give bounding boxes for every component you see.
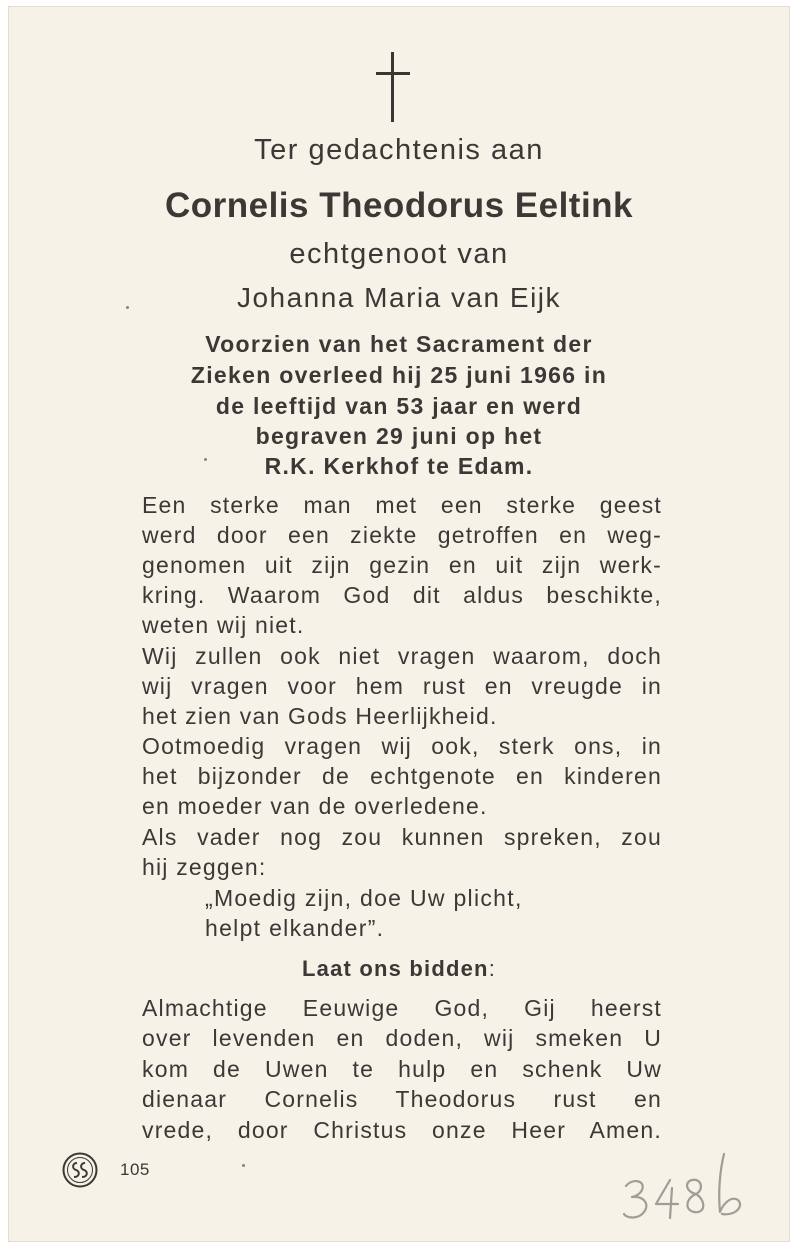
reflection-line: het zien van Gods Heerlijkheid. [142, 703, 498, 729]
reflection-line: weten wij niet. [142, 612, 305, 638]
death-notice-line: begraven 29 juni op het [255, 423, 543, 449]
spouse-of-text: echtgenoot van [289, 238, 509, 270]
reflection-line: Een sterke man met een sterke geest [142, 492, 662, 518]
prayer-line: kom de Uwen te hulp en schenk Uw [142, 1056, 662, 1082]
reflection-line: kring. Waarom God dit aldus beschikte, [142, 582, 662, 608]
print-number: 105 [120, 1160, 150, 1179]
reflection-line: Wij zullen ook niet vragen waarom, doch [142, 643, 662, 669]
paper-speck [126, 306, 129, 309]
prayer-heading [0, 956, 798, 982]
death-notice-line: Zieken overleed hij 25 juni 1966 in [190, 362, 608, 388]
death-notice-line: de leeftijd van 53 jaar en werd [215, 393, 583, 419]
reflection-line: genomen uit zijn gezin en uit zijn werk- [142, 552, 662, 578]
reflection-line: wij vragen voor hem rust en vreugde in [142, 673, 662, 699]
prayer-line: dienaar Cornelis Theodorus rust en [142, 1086, 662, 1112]
death-notice-line: Voorzien van het Sacrament der [205, 331, 593, 357]
reflection-line: en moeder van de overledene. [142, 793, 488, 819]
prayer-heading-colon: : [488, 956, 496, 981]
quote-line: helpt elkander”. [205, 915, 385, 941]
prayer-line: Almachtige Eeuwige God, Gij heerst [142, 995, 662, 1021]
reflection-line: Als vader nog zou kunnen spreken, zou [142, 824, 662, 850]
printer-logo-icon [62, 1152, 98, 1188]
prayer-heading-label: Laat ons bidden [302, 956, 489, 981]
spouse-name: Johanna Maria van Eijk [236, 282, 562, 313]
quote-line: „Moedig zijn, doe Uw plicht, [205, 885, 523, 911]
paper-speck [242, 1164, 245, 1167]
cross-icon [376, 52, 410, 124]
intro-text: Ter gedachtenis aan [254, 134, 544, 166]
paper-speck [204, 458, 207, 461]
prayer-line: vrede, door Christus onze Heer Amen. [142, 1117, 662, 1143]
reflection-line: hij zeggen: [142, 854, 267, 880]
reflection-line: Ootmoedig vragen wij ook, sterk ons, in [142, 733, 662, 759]
reflection-line: werd door een ziekte getroffen en weg- [142, 522, 662, 548]
reflection-line: het bijzonder de echtgenote en kinderen [142, 763, 662, 789]
death-notice-line: R.K. Kerkhof te Edam. [264, 453, 534, 479]
prayer-line: over levenden en doden, wij smeken U [142, 1025, 662, 1051]
deceased-name: Cornelis Theodorus Eeltink [164, 186, 634, 225]
handwritten-archive-number [620, 1148, 750, 1228]
